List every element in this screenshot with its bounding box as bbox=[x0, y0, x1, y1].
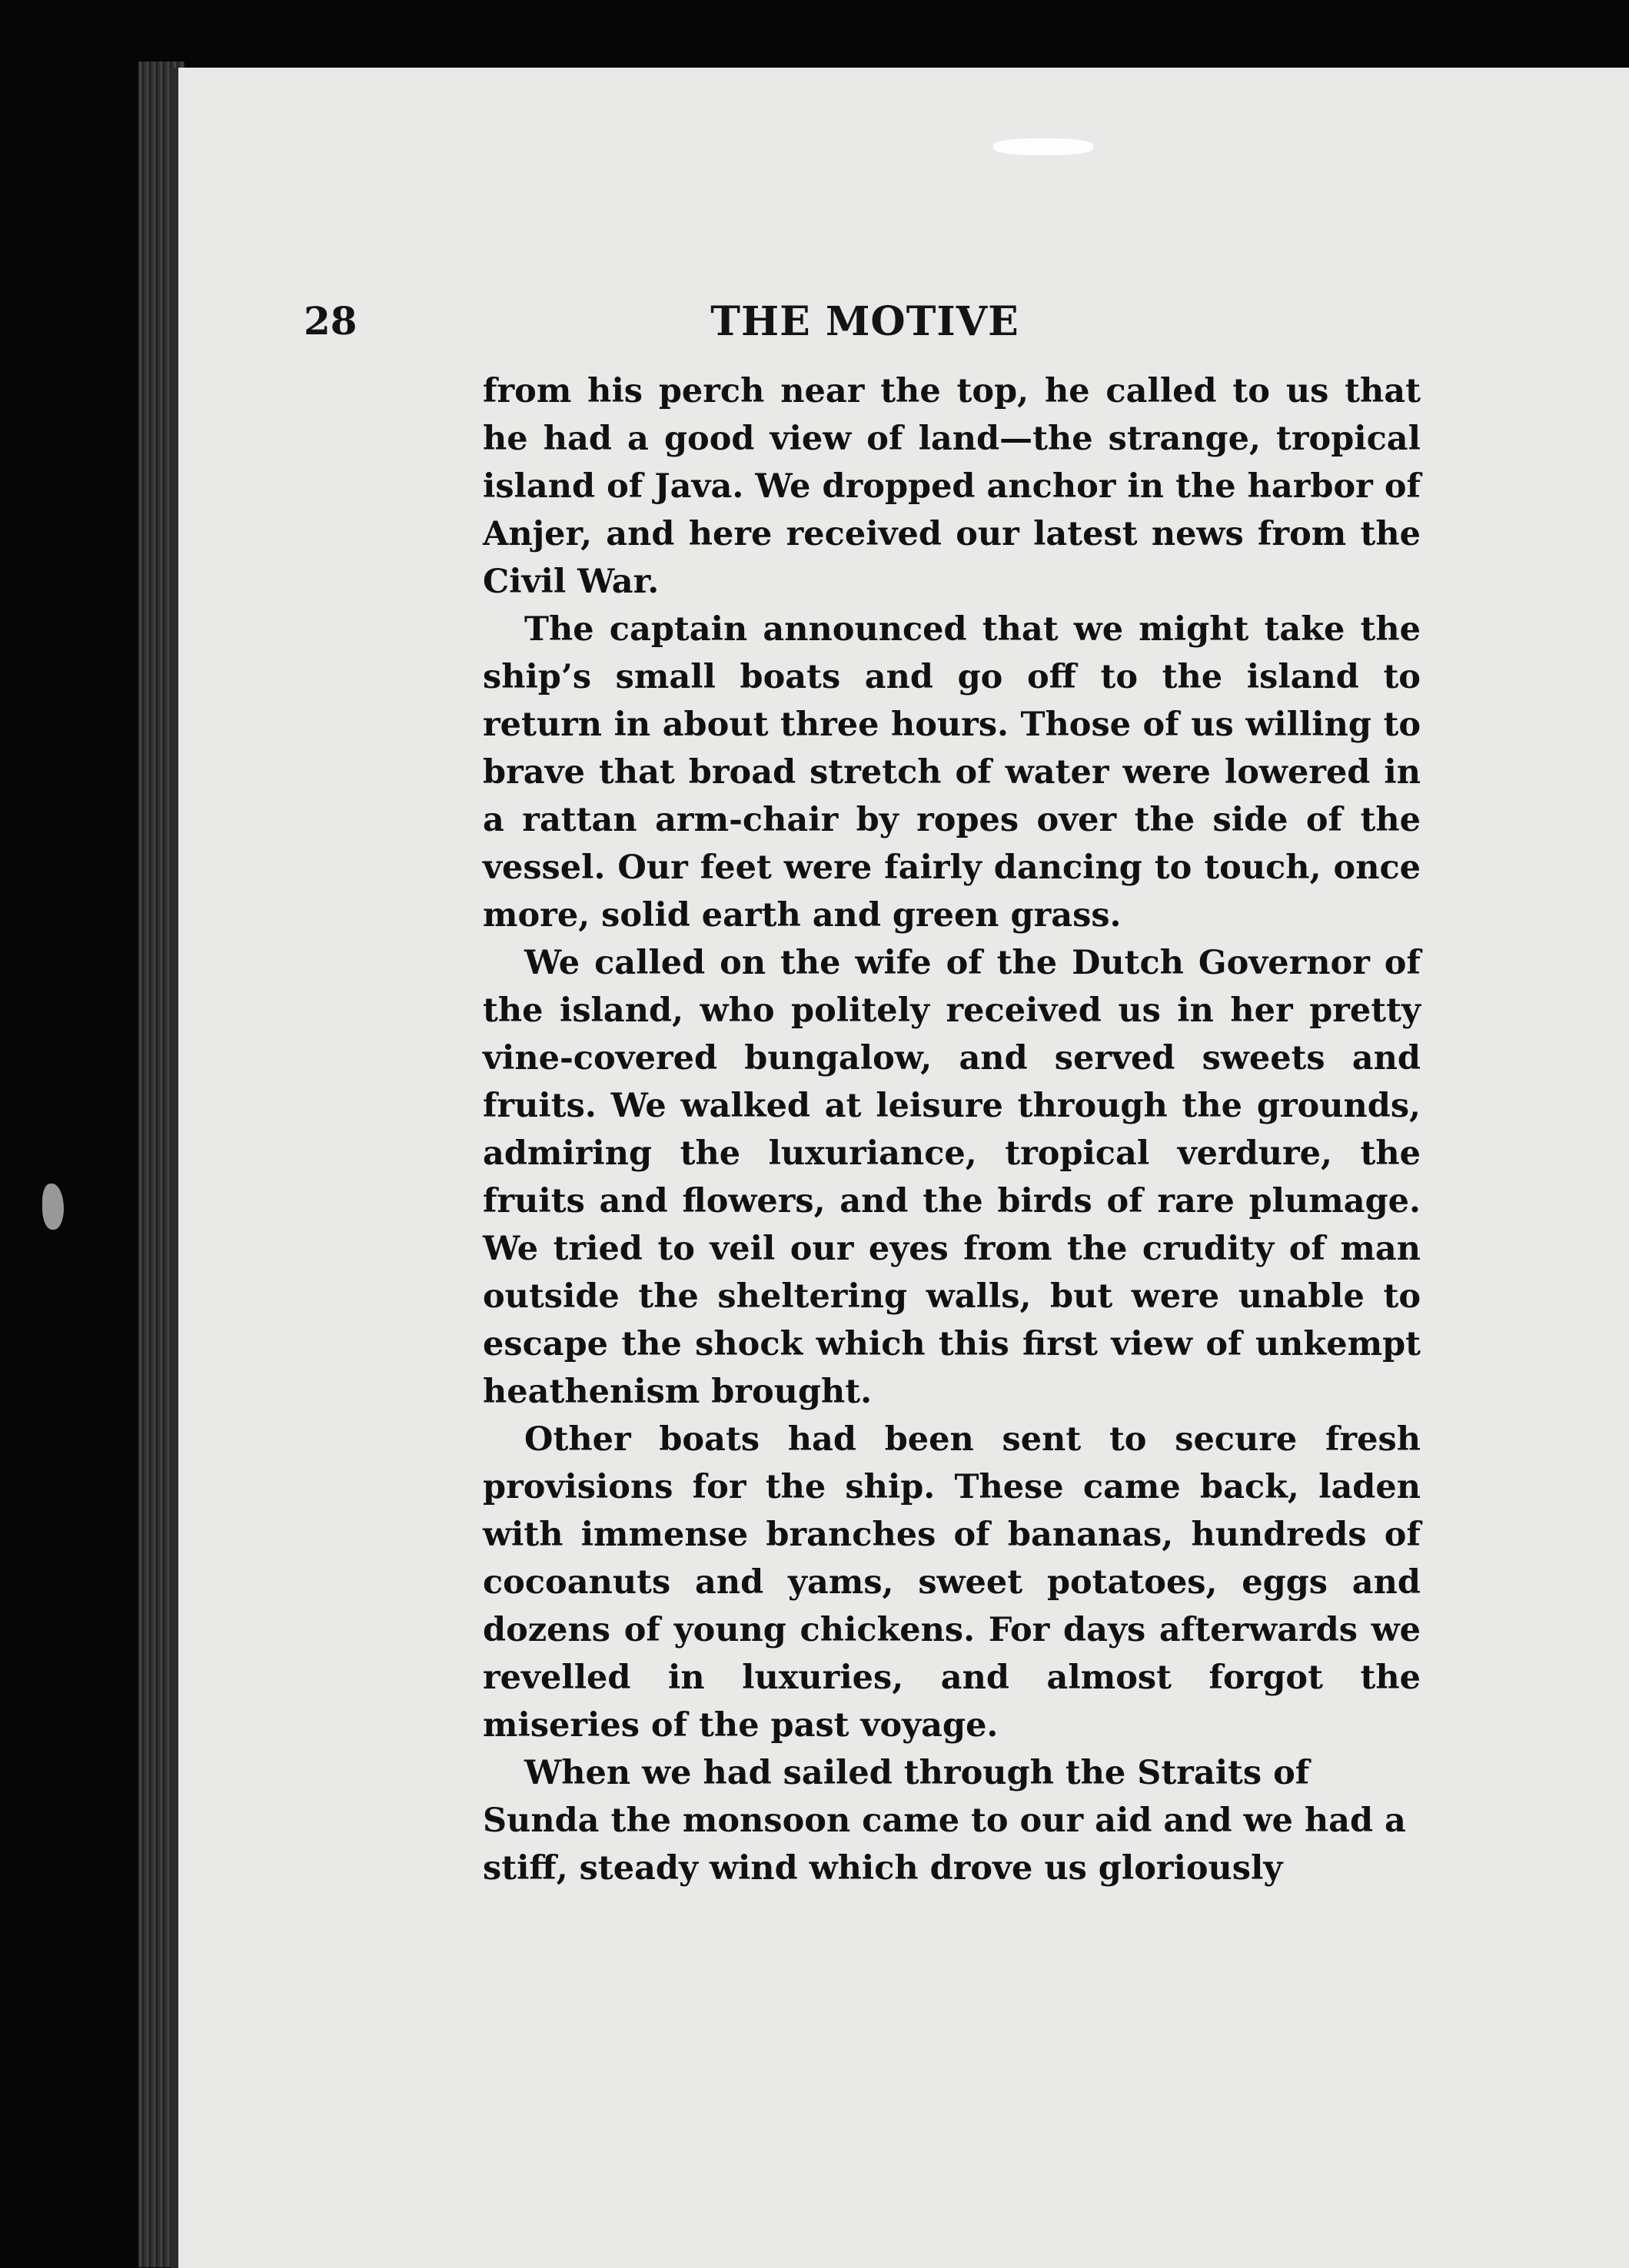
paragraph: The captain announced that we might take the ship’s small boats and go off to the island to return in about three hours. Those of us willing to brave that broad stretch of water were lowered in a rattan arm-chair by ropes over the side of the vessel. Our feet were fairly dancing to touch, once more, solid earth and green grass. bbox=[483, 610, 1421, 935]
paragraph: Other boats had been sent to secure fresh provisions for the ship. These came back, laden with immense branches of bananas, hundreds of cocoanuts and yams, sweet potatoes, eggs and dozens of young chickens. For days afterwards we revelled in luxuries, and almost forgot the miseries of the past voyage. bbox=[483, 1420, 1421, 1745]
body-text bbox=[483, 367, 1421, 1892]
paragraph: We called on the wife of the Dutch Governor of the island, who politely received us in her pretty vine-covered bungalow, and served sweets and fruits. We walked at leisure through the grounds, admiring the luxuriance, tropical verdure, the fruits and flowers, and the birds of rare plumage. We tried to veil our eyes from the crudity of man outside the sheltering walls, but were unable to escape the shock which this first view of unkempt heathenism brought. bbox=[483, 944, 1421, 1411]
scan-smudge bbox=[42, 1184, 64, 1230]
paragraph: When we had sailed through the Straits of Sunda the monsoon came to our aid and we had a stiff, steady wind which drove us gloriously bbox=[483, 1754, 1406, 1888]
page-number: 28 bbox=[304, 298, 357, 344]
running-title: THE MOTIVE bbox=[710, 298, 1019, 345]
paragraph: from his perch near the top, he called to us that he had a good view of land—the strange, tropical island of Java. We dropped anchor in the harbor of Anjer, and here received our latest news from the Civil War. bbox=[483, 372, 1421, 601]
scan-smudge bbox=[993, 138, 1093, 155]
page-header bbox=[304, 298, 1426, 360]
